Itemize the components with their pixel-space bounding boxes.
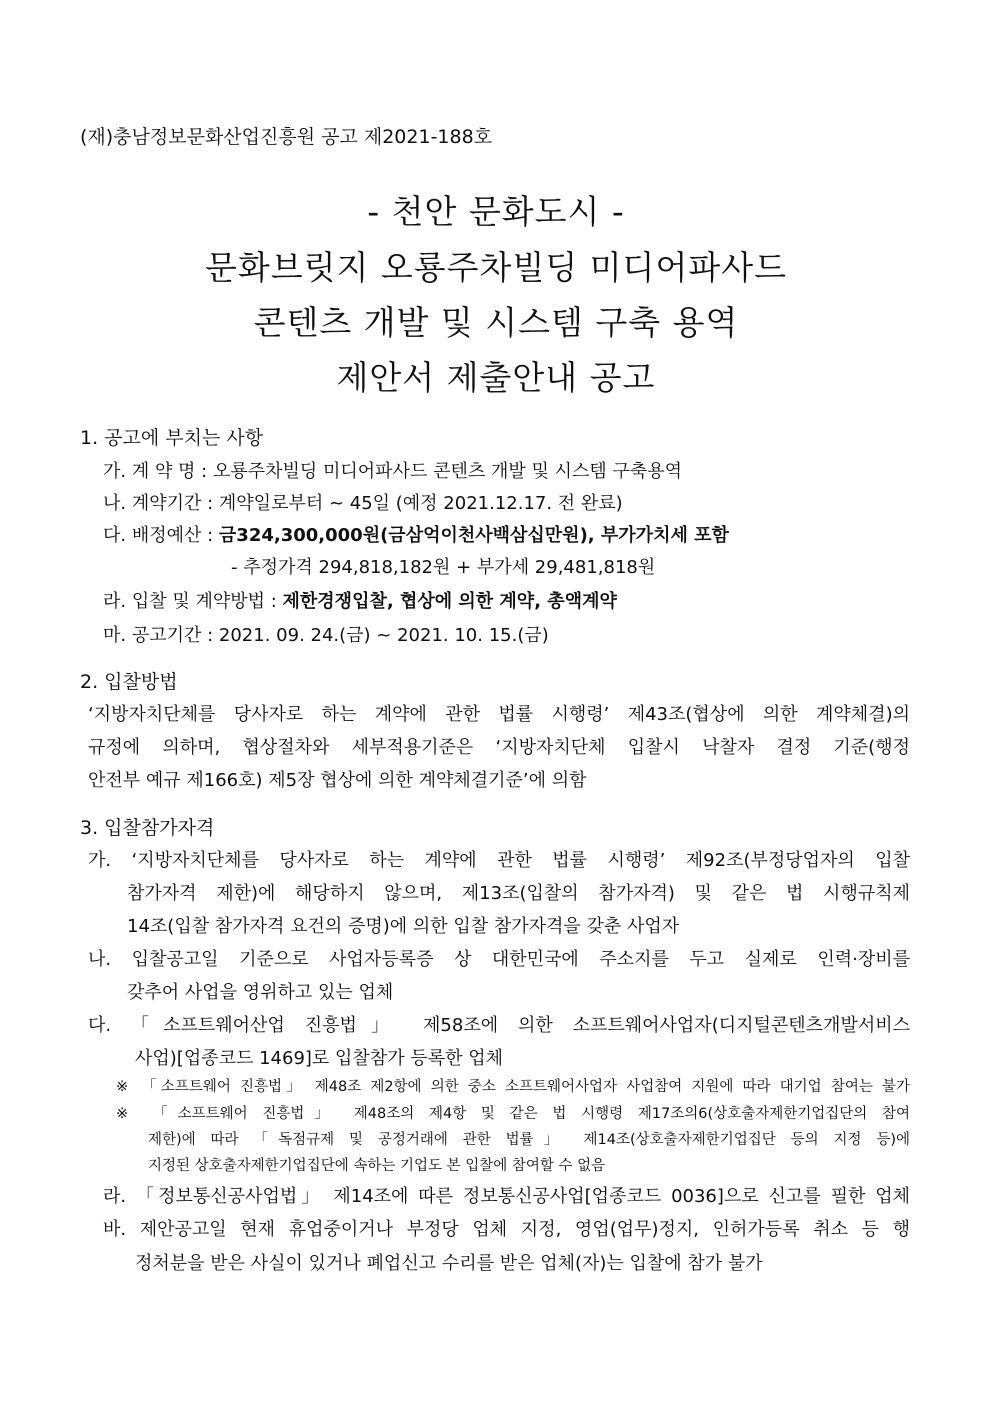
section-3-na-line-1: 나. 입찰공고일 기준으로 사업자등록증 상 대한민국에 주소지를 두고 실제로 인력·장비를 xyxy=(88,949,910,970)
title-line-1: - 천안 문화도시 - xyxy=(367,192,625,231)
section-2-heading: 2. 입찰방법 xyxy=(80,671,178,693)
notice-number: (재)충남정보문화산업진흥원 공고 제2021-188호 xyxy=(80,126,493,148)
section-1-heading: 1. 공고에 부치는 사항 xyxy=(80,427,264,449)
section-3-da-line-1: 다. 「소프트웨어산업 진흥법」 제58조에 의한 소프트웨어사업자(디지털콘텐츠개발서비스 xyxy=(88,1015,910,1036)
section-3-heading: 3. 입찰참가자격 xyxy=(80,817,215,839)
item-value: 금324,300,000원(금삼억이천사백삼십만원), 부가가치세 포함 xyxy=(218,525,729,546)
section-2-line-2: 규정에 의하며, 협상절차와 세부적용기준은 ‘지방자치단체 입찰시 낙찰자 결정 기준(행정 xyxy=(88,737,910,758)
section-1-item-da xyxy=(103,521,729,547)
section-3-da-line-2: 사업)[업종코드 1469]로 입찰참가 등록한 업체 xyxy=(135,1048,503,1069)
section-1-item-ma xyxy=(103,621,549,647)
item-value: 2021. 09. 24.(금) ~ 2021. 10. 15.(금) xyxy=(218,625,549,646)
item-value: 오룡주차빌딩 미디어파사드 콘텐츠 개발 및 시스템 구축용역 xyxy=(212,461,682,482)
section-3-ga-line-2: 참가자격 제한)에 해당하지 않으며, 제13조(입찰의 참가자격) 및 같은 법 시행규칙제 xyxy=(127,883,910,904)
section-3-note-2-line-2: 제한)에 따라 「독점규제 및 공정거래에 관한 법률」 제14조(상호출자제한기업집단 등의 지정 등)에 xyxy=(148,1132,910,1148)
section-3-ba-line-2: 정처분을 받은 사실이 있거나 폐업신고 수리를 받은 업체(자)는 입찰에 참가 불가 xyxy=(135,1253,763,1274)
section-1-item-ra xyxy=(103,587,617,613)
section-3-ra-line-1: 라. 「정보통신공사업법」 제14조에 따른 정보통신공사업[업종코드 0036]으로 신고를 필한 업체 xyxy=(103,1186,910,1207)
section-3-ba-line-1: 바. 제안공고일 현재 휴업중이거나 부정당 업체 지정, 영업(업무)정지, 인허가등록 취소 등 행 xyxy=(103,1219,910,1240)
item-label: 다. 배정예산 : xyxy=(103,525,214,546)
item-label: 라. 입찰 및 계약방법 : xyxy=(103,591,277,612)
title-line-4: 제안서 제출안내 공고 xyxy=(336,358,656,397)
section-3-na-line-2: 갖추어 사업을 영위하고 있는 업체 xyxy=(127,982,394,1003)
section-2-line-3: 안전부 예규 제166호) 제5장 협상에 의한 계약체결기준’에 의함 xyxy=(88,770,587,791)
item-label: 나. 계약기간 : xyxy=(103,493,214,514)
section-2-line-1: ‘지방자치단체를 당사자로 하는 계약에 관한 법률 시행령’ 제43조(협상에 의한 계약체결)의 xyxy=(88,704,910,725)
section-1-item-na xyxy=(103,489,623,515)
title-line-2: 문화브릿지 오룡주차빌딩 미디어파사드 xyxy=(205,248,787,287)
section-3-note-1: ※ 「소프트웨어 진흥법」 제48조 제2항에 의한 중소 소프트웨어사업자 사업참여 지원에 따라 대기업 참여는 불가 xyxy=(116,1079,910,1095)
item-value: 제한경쟁입찰, 협상에 의한 계약, 총액계약 xyxy=(282,591,617,612)
section-3-ga-line-1: 가. ‘지방자치단체를 당사자로 하는 계약에 관한 법률 시행령’ 제92조(부정당업자의 입찰 xyxy=(88,850,910,871)
section-3-ga-line-3: 14조(입찰 참가자격 요건의 증명)에 의한 입찰 참가자격을 갖춘 사업자 xyxy=(127,916,680,937)
item-label: 가. 계 약 명 : xyxy=(103,461,208,482)
section-3-note-2-line-3: 지정된 상호출자제한기업집단에 속하는 기업도 본 입찰에 참여할 수 없음 xyxy=(148,1158,606,1174)
item-value: 계약일로부터 ~ 45일 (예정 2021.12.17. 전 완료) xyxy=(218,493,623,514)
section-1-item-da-sub: - 추정가격 294,818,182원 + 부가세 29,481,818원 xyxy=(231,557,656,578)
title-line-3: 콘텐츠 개발 및 시스템 구축 용역 xyxy=(253,303,739,342)
section-1-item-ga xyxy=(103,457,682,483)
section-3-note-2-line-1: ※ 「소프트웨어 진흥법」 제48조의 제4항 및 같은 법 시행령 제17조의6(상호출자제한기업집단의 참여 xyxy=(116,1106,910,1122)
item-label: 마. 공고기간 : xyxy=(103,625,214,646)
